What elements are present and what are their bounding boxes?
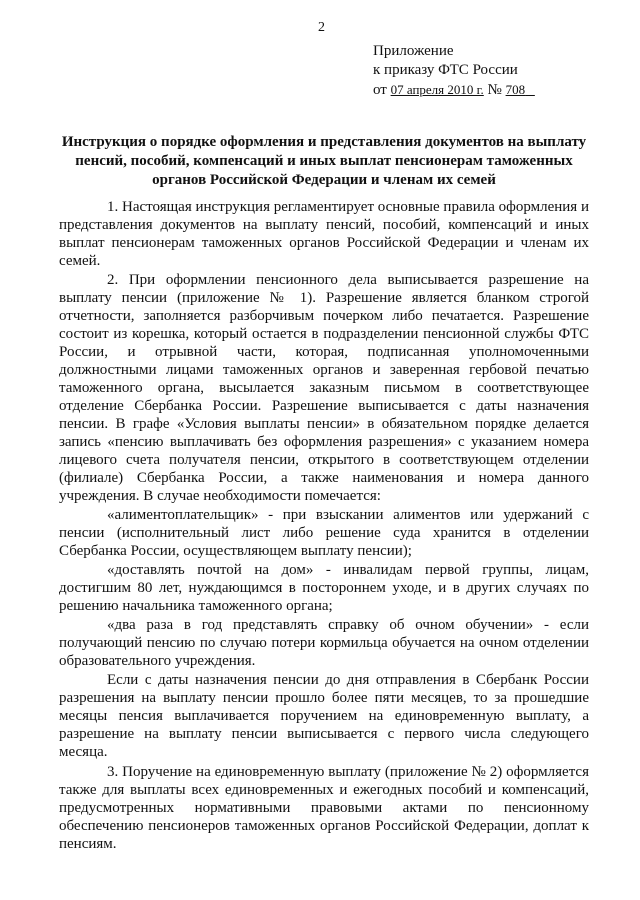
page-number: 2 (318, 20, 325, 35)
date-prefix: от (373, 82, 387, 98)
paragraph-2: 2. При оформлении пенсионного дела выписывается разрешение на выплату пенсии (приложение № 1). Разрешение является бланком строгой отчетности, заполняется разборчивым почерком либо печатается. Разрешение состоит из корешка, который остается в подразделении пенсионной службы ФТС России, и отрывной части, которая, подписанная уполномоченными должностными лицами таможенных органов и заверенная гербовой печатью таможенного органа, высылается заказным письмом в соответствующее отделение Сбербанка России. Разрешение выписывается с даты назначения пенсии. В графе «Условия выплаты пенсии» в обязательном порядке делается запись «пенсию выплачивать без оформления разрешения» с указанием номера лицевого счета получателя пенсии, открытого в соответствующем отделении (филиале) Сбербанка России, а также наименования и номера данного учреждения. В случае необходимости помечается: (59, 272, 589, 504)
appendix-order-ref: к приказу ФТС России (373, 62, 518, 78)
paragraph-home-delivery: «доставлять почтой на дом» - инвалидам первой группы, лицам, достигшим 80 лет, нуждающимся в постороннем уходе, и в других случаях по решению начальника таможенного органа; (59, 562, 589, 614)
number-prefix: № (487, 82, 502, 98)
paragraph-study-certificate: «два раза в год представлять справку об очном обучении» - если получающий пенсию по случаю потери кормильца обучается на очном отделении образовательного учреждения. (59, 617, 589, 669)
paragraph-1: 1. Настоящая инструкция регламентирует основные правила оформления и представления документов на выплату пенсий, пособий, компенсаций и иных выплат пенсионерам таможенных органов Российской Федерации и членам их семей. (59, 199, 589, 269)
appendix-header (373, 42, 535, 100)
order-date: 07 апреля 2010 г. (390, 82, 484, 97)
appendix-label: Приложение (373, 43, 454, 59)
document-body (59, 198, 589, 854)
paragraph-3: 3. Поручение на единовременную выплату (приложение № 2) оформляется также для выплаты всех единовременных и ежегодных пособий и компенсаций, предусмотренных нормативными правовыми актами по пенсионному обеспечению пенсионеров таможенных органов Российской Федерации, доплат к пенсиям. (59, 764, 589, 852)
appendix-date-line (373, 80, 535, 100)
order-number: 708 (505, 82, 526, 97)
document-title: Инструкция о порядке оформления и представления документов на выплату пенсий, пособий, компенсаций и иных выплат пенсионерам таможенных органов Российской Федерации и членам их семей (61, 134, 587, 188)
paragraph-lump-sum-note: Если с даты назначения пенсии до дня отправления в Сбербанк России разрешения на выплату пенсии прошло более пяти месяцев, то за прошедшие месяцы пенсия выплачивается поручением на единовременную выплату, а разрешение на выплату пенсии выписывается с первого числа следующего месяца. (59, 672, 589, 760)
paragraph-alimony: «алиментоплательщик» - при взыскании алиментов или удержаний с пенсии (исполнительный лист либо решение суда хранится в отделении Сбербанка России, осуществляющем выплату пенсии); (59, 507, 589, 559)
